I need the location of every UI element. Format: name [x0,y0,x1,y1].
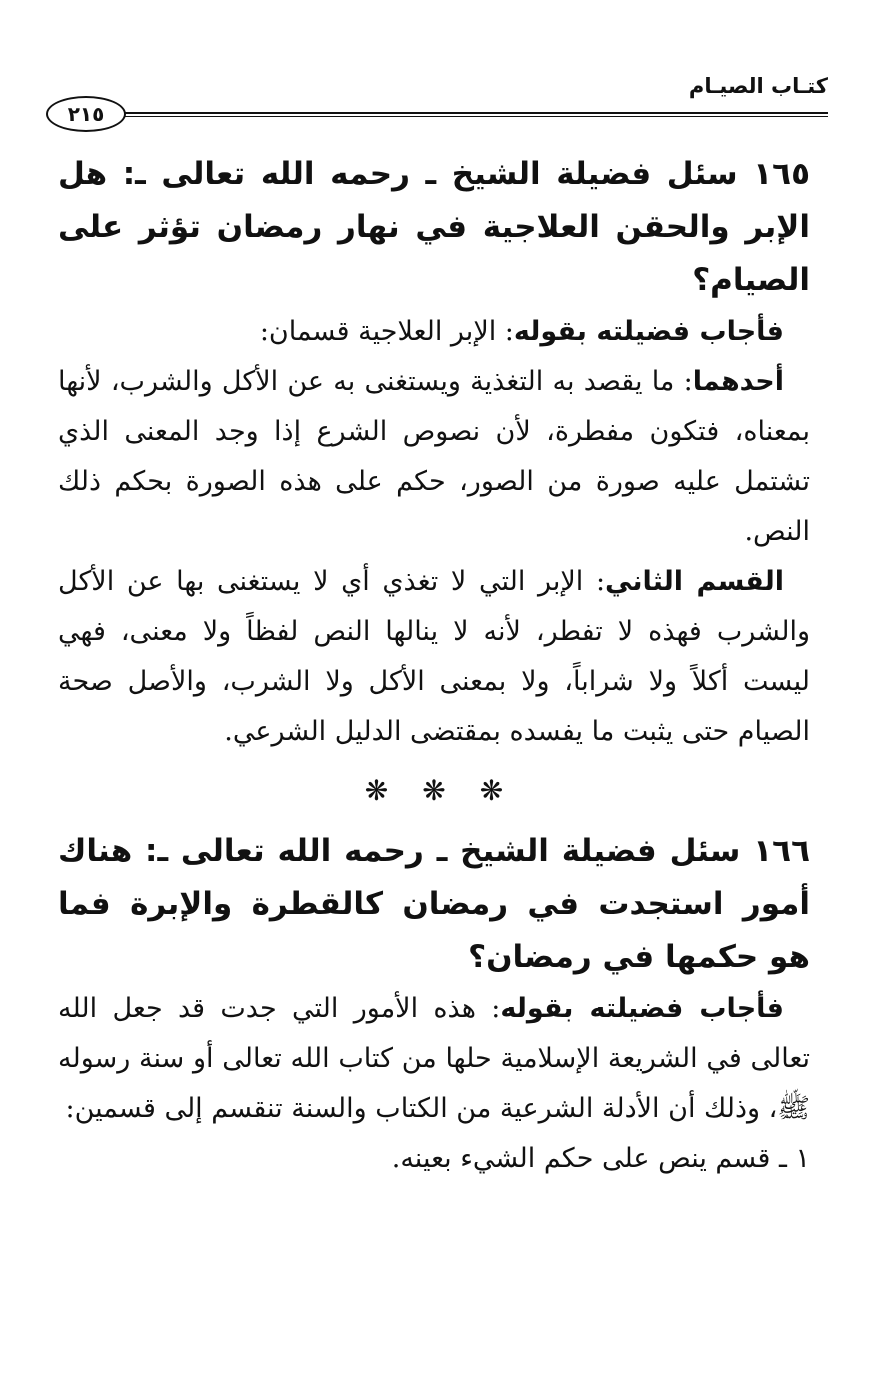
second-text: : الإبر التي لا تغذي أي لا يستغنى بها عن الأكل والشرب فهذه لا تفطر، لأنه لا ينالها النص لفظاً ولا معنى، فهي ليست أكلاً ولا شراباً، ولا بمعنى الأكل ولا الشرب، والأصل صحة الصيام حتى يثبت ما يفسده بمقتضى الدليل الشرعي. [58,566,810,747]
section-separator: ❋❋❋ [364,774,538,807]
question-166: ١٦٦ سئل فضيلة الشيخ ـ رحمه الله تعالى ـ: هناك أمور استجدت في رمضان كالقطرة والإبرة فما هو حكمها في رمضان؟ [58,833,810,975]
answer-text: : الإبر العلاجية قسمان: [259,316,514,347]
header-rule-thin [115,116,828,117]
answer-165-first [58,357,810,557]
answer-lead: فأجاب فضيلته بقوله [500,993,784,1024]
answer-165-second [58,557,810,757]
first-text: : ما يقصد به التغذية ويستغنى به عن الأكل والشرب، لأنها بمعناه، فتكون مفطرة، لأن نصوص الشرع إذا وجد المعنى الذي تشتمل عليه صورة من الصور، حكم على هذه الصورة بحكم ذلك النص. [58,366,810,547]
page-number: ٢١٥ [46,96,126,132]
answer-166-item-1: ١ ـ قسم ينص على حكم الشيء بعينه. [391,1143,810,1174]
second-label: القسم الثاني [605,566,784,597]
first-label: أحدهما [692,366,784,397]
answer-165-intro [58,307,810,357]
running-title: كتـاب الصيـام [688,74,828,98]
answer-lead: فأجاب فضيلته بقوله [513,316,784,347]
answer-166-intro [58,984,810,1134]
header-rule [115,112,828,114]
answer-text: : هذه الأمور التي جدت قد جعل الله تعالى في الشريعة الإسلامية حلها من كتاب الله تعالى أو سنة رسوله ﷺ، وذلك أن الأدلة الشرعية من الكتاب والسنة تنقسم إلى قسمين: [58,993,810,1124]
question-165: ١٦٥ سئل فضيلة الشيخ ـ رحمه الله تعالى ـ: هل الإبر والحقن العلاجية في نهار رمضان تؤثر على الصيام؟ [58,156,810,298]
body-text [58,148,810,1184]
page-header [20,70,828,130]
